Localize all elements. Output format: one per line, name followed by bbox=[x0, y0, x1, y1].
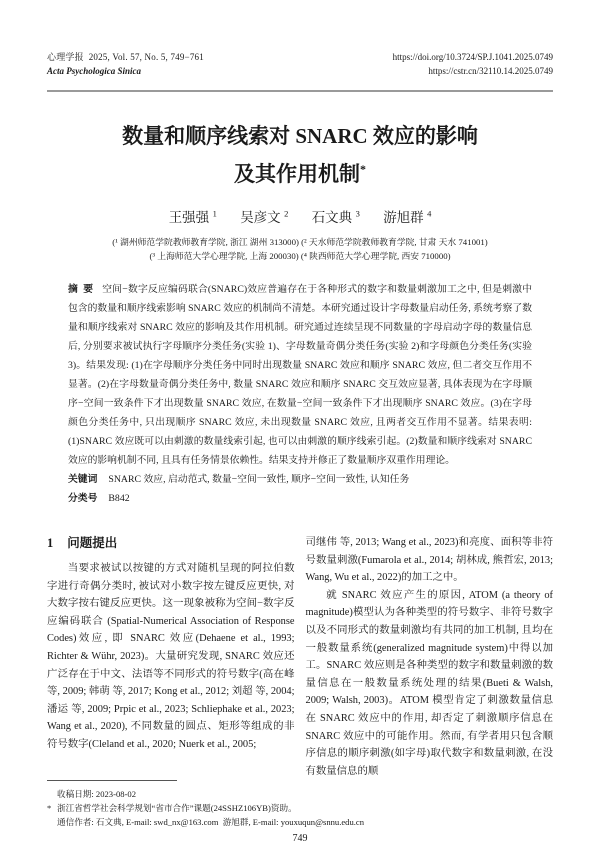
left-column bbox=[47, 534, 295, 780]
classification-line bbox=[68, 489, 532, 508]
cstr-link: https://cstr.cn/32110.14.2025.0749 bbox=[428, 66, 553, 76]
abstract-text: 空间−数字反应编码联合(SNARC)效应普遍存在于各种形式的数字和数量刺激加工之中, 但是刺激中包含的数量和顺序线索影响 SNARC 效应的机制尚不清楚。本研究通过设计字母数量启动任务, 系统考察了数量和顺序线索对 SNARC 效应的影响及其作用机制。研究通过连续呈现不同数量的字母启动字母的数量信息后, 分别要求被试执行字母顺序分类任务(实验 1)、字母数量奇偶分类任务(实验 2)和字母颜色分类任务(实验 3)。结果发现: (1)在字母顺序分类任务中同时出现数量 SNARC 效应和顺序 SNARC 效应, 但二者交互作用不显著。(2)在字母数量奇偶分类任务中, 数量 SNARC 效应和顺序 SNARC 交互效应显著, 具体表现为在字母顺序−空间一致条件下才出现数量 SNARC 效应, 在数量−空间一致条件下才出现顺序 SNARC 效应。(3)在字母颜色分类任务中, 只出现顺序 SNARC 效应, 未出现数量 SNARC 效应, 且两者交互作用不显著。结果表明: (1)SNARC 效应既可以由刺激的数量线索引起, 也可以由刺激的顺序线索引起。(2)数量和顺序线索对 SNARC 效应的影响机制不同, 且具有任务情景依赖性。结果支持并修正了数量顺序双重作用理论。 bbox=[68, 284, 532, 466]
funding-text: 浙江省哲学社会科学规划“省市合作”课题(24SSHZ106YB)资助。 bbox=[57, 803, 297, 814]
author-name: 游旭群 bbox=[383, 210, 424, 225]
author-affiliation-mark: 2 bbox=[284, 208, 289, 219]
right-column bbox=[306, 534, 554, 780]
author bbox=[240, 210, 288, 225]
body-paragraph: 就 SNARC 效应产生的原因, ATOM (a theory of magnitude)模型认为各种类型的符号数字、非符号数字以及不同形式的数量刺激均有共同的加工机制, 且均在一般数量系统(generalized magnitude system)中得以加工。SNARC 效应则是各种类型的数字和数量刺激的数量信息在一般数量系统处理的结果(Bueti & Walsh, 2009; Walsh, 2003)。ATOM 模型肯定了刺激数量信息在 SNARC 效应中的作用, 却否定了刺激顺序信息在 SNARC 效应中的可能作用。然而, 有学者用只包含顺序信息的顺序刺激(如字母)取代数字和数量刺激, 在没有数量信息的顺 bbox=[305, 589, 553, 777]
classification-label: 分类号 bbox=[68, 493, 98, 504]
funding-note bbox=[47, 801, 553, 815]
corresponding-authors: 通信作者: 石文典, E-mail: swd_nx@163.com 游旭群, E-mail: youxuqun@snnu.edu.cn bbox=[57, 817, 365, 828]
paper-title-line2: 及其作用机制 bbox=[234, 162, 360, 186]
author-list bbox=[47, 206, 553, 226]
journal-header-left bbox=[47, 50, 204, 78]
abstract-label: 摘 要 bbox=[68, 284, 94, 295]
keywords-label: 关键词 bbox=[68, 474, 98, 485]
author-name: 王强强 bbox=[168, 210, 210, 225]
affiliation-line: (¹ 湖州师范学院教师教育学院, 浙江 湖州 313000) (² 天水师范学院教师教育学院, 甘肃 天水 741001) bbox=[112, 237, 488, 247]
classification-code: B842 bbox=[108, 493, 130, 504]
paper-title-line1: 数量和顺序线索对 SNARC 效应的影响 bbox=[122, 124, 478, 148]
title-footnote-mark: * bbox=[360, 162, 366, 176]
page-number: 749 bbox=[292, 833, 308, 845]
author-affiliation-mark: 1 bbox=[212, 208, 217, 219]
body-paragraph-continued: 司继伟 等, 2013; Wang et al., 2023)和亮度、面积等非符号数量刺激(Fumarola et al., 2014; 胡林成, 熊哲宏, 2013; Wang, Wu et al., 2022)的加工之中。 bbox=[305, 537, 553, 584]
author-name: 石文典 bbox=[311, 210, 353, 225]
author-affiliation-mark: 3 bbox=[355, 208, 360, 219]
section-number: 1 bbox=[47, 536, 54, 550]
author bbox=[312, 210, 360, 225]
footnote-divider bbox=[47, 780, 177, 781]
journal-name-english: Acta Psychologica Sinica bbox=[47, 66, 141, 76]
body-columns bbox=[47, 534, 553, 780]
affiliations bbox=[47, 235, 553, 263]
affiliation-line: (³ 上海师范大学心理学院, 上海 200030) (⁴ 陕西师范大学心理学院, 西安 710000) bbox=[149, 251, 451, 261]
section-heading bbox=[47, 534, 295, 552]
author-name: 吴彦文 bbox=[240, 210, 281, 225]
journal-header-right bbox=[393, 50, 553, 78]
doi-link: https://doi.org/10.3724/SP.J.1041.2025.0749 bbox=[392, 52, 553, 62]
header-divider bbox=[47, 90, 553, 92]
footnote-block bbox=[47, 780, 553, 829]
keywords-line bbox=[68, 470, 532, 489]
author bbox=[169, 210, 217, 225]
author-affiliation-mark: 4 bbox=[427, 208, 432, 219]
author bbox=[383, 210, 431, 225]
section-title: 问题提出 bbox=[67, 536, 118, 550]
funding-asterisk: * bbox=[47, 803, 52, 814]
journal-name-volume: 心理学报 2025, Vol. 57, No. 5, 749−761 bbox=[47, 52, 204, 62]
body-paragraph: 当要求被试以按键的方式对随机呈现的阿拉伯数字进行奇偶分类时, 被试对小数字按左键反应更快, 对大数字按右键反应更快。这一现象被称为空间−数字反应编码联合 (Spatial-Numerical Association of Response Codes)效应, 即 SNARC 效应(Dehaene et al., 1993; Richter & Wühr, 2023)。大量研究发现, SNARC 效应还广泛存在于中文、法语等不同形式的符号数字(高在峰 等, 2009; 韩萌 等, 2017; Kong et al., 2012; 刘超 等, 2004; 潘运 等, 2009; Prpic et al., 2023; Schliephake et al., 2023; Wang et al., 2020), 不同数量的圆点、矩形等组成的非符号数字(Cleland et al., 2020; Nuerk et al., 2005; bbox=[47, 563, 295, 750]
received-date: 收稿日期: 2023-08-02 bbox=[57, 789, 137, 800]
abstract bbox=[68, 280, 532, 470]
keywords-text: SNARC 效应, 启动范式, 数量−空间一致性, 顺序−空间一致性, 认知任务 bbox=[108, 474, 410, 485]
paper-title bbox=[47, 120, 553, 191]
journal-header bbox=[47, 50, 553, 78]
